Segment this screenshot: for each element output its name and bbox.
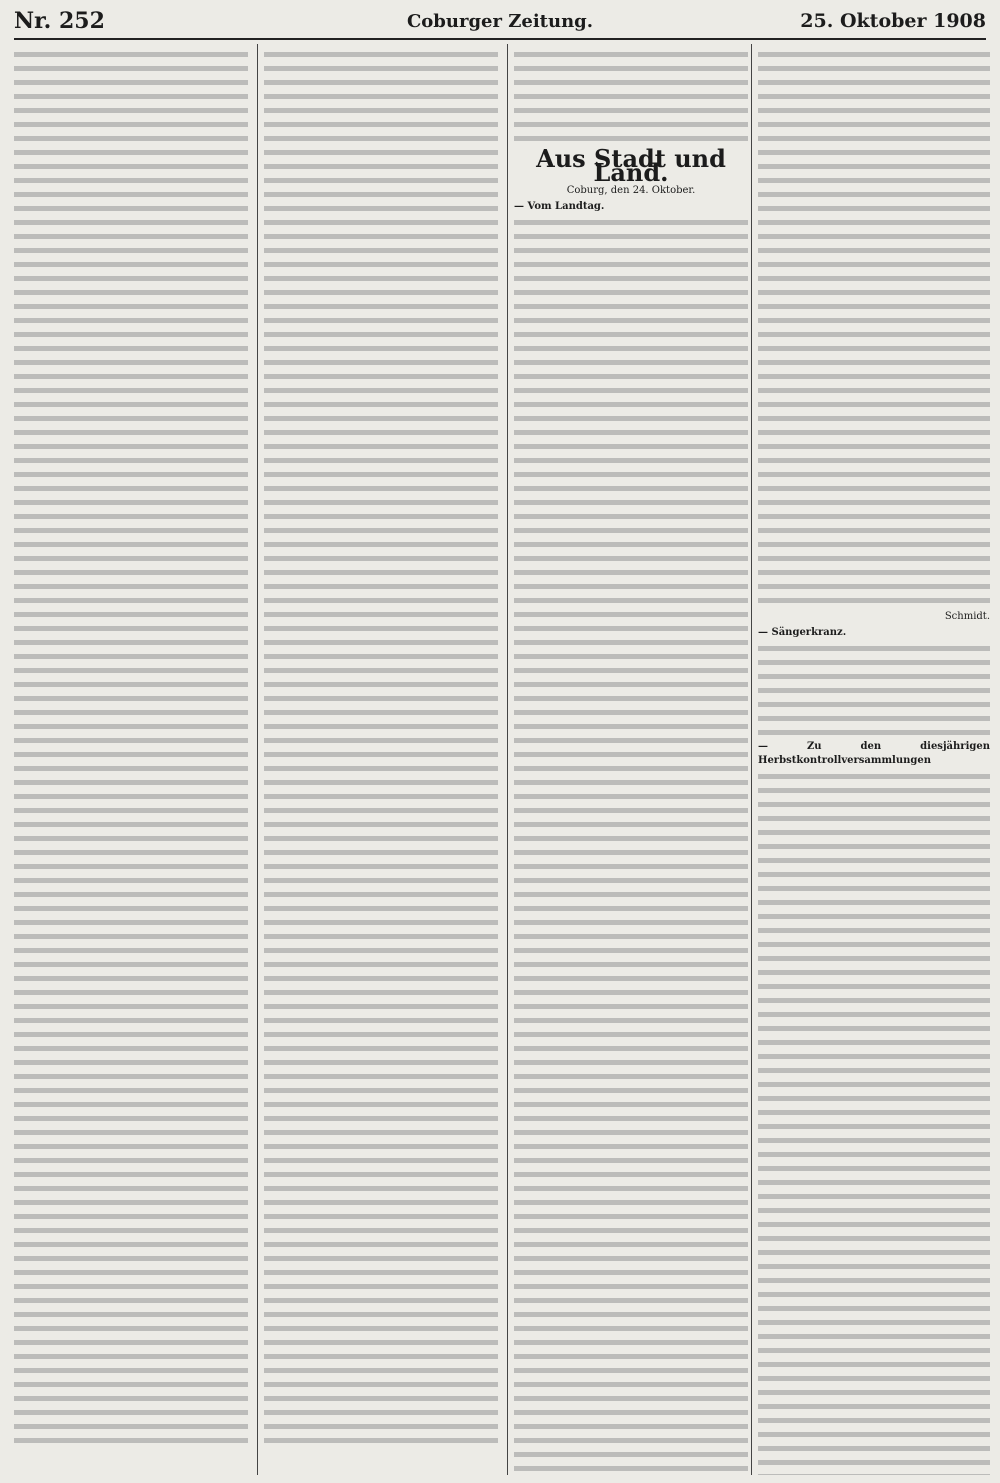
- column-divider: [257, 44, 258, 1475]
- issue-number: Nr. 252: [14, 8, 105, 34]
- column-1-text: [14, 48, 248, 1448]
- dateline: Coburg, den 24. Oktober.: [566, 185, 696, 196]
- column-2-text: [264, 48, 498, 1448]
- column-3-text: [514, 216, 748, 1475]
- column-divider: [751, 44, 752, 1475]
- signature: Schmidt.: [944, 611, 990, 622]
- newspaper-title: Coburger Zeitung.: [406, 11, 594, 32]
- column-divider: [507, 44, 508, 1475]
- item-label-saengerkranz: — Sängerkranz.: [758, 627, 847, 638]
- column-3: [514, 48, 748, 1475]
- column-4: [758, 48, 990, 1475]
- section-heading: Aus Stadt und Land.: [536, 144, 726, 187]
- column-1: [14, 48, 248, 1475]
- issue-date: 25. Oktober 1908: [800, 10, 986, 32]
- masthead: [14, 4, 986, 40]
- column-3-text-top: [514, 48, 748, 144]
- column-4-text: [758, 770, 990, 1475]
- column-2: [264, 48, 498, 1475]
- column-4-text-mid: [758, 642, 990, 738]
- column-4-text-top: [758, 48, 990, 608]
- item-label-herbstkontrolle: — Zu den diesjährigen Herbstkontrollversammlungen: [758, 741, 990, 766]
- item-label-landtag: — Vom Landtag.: [514, 201, 605, 212]
